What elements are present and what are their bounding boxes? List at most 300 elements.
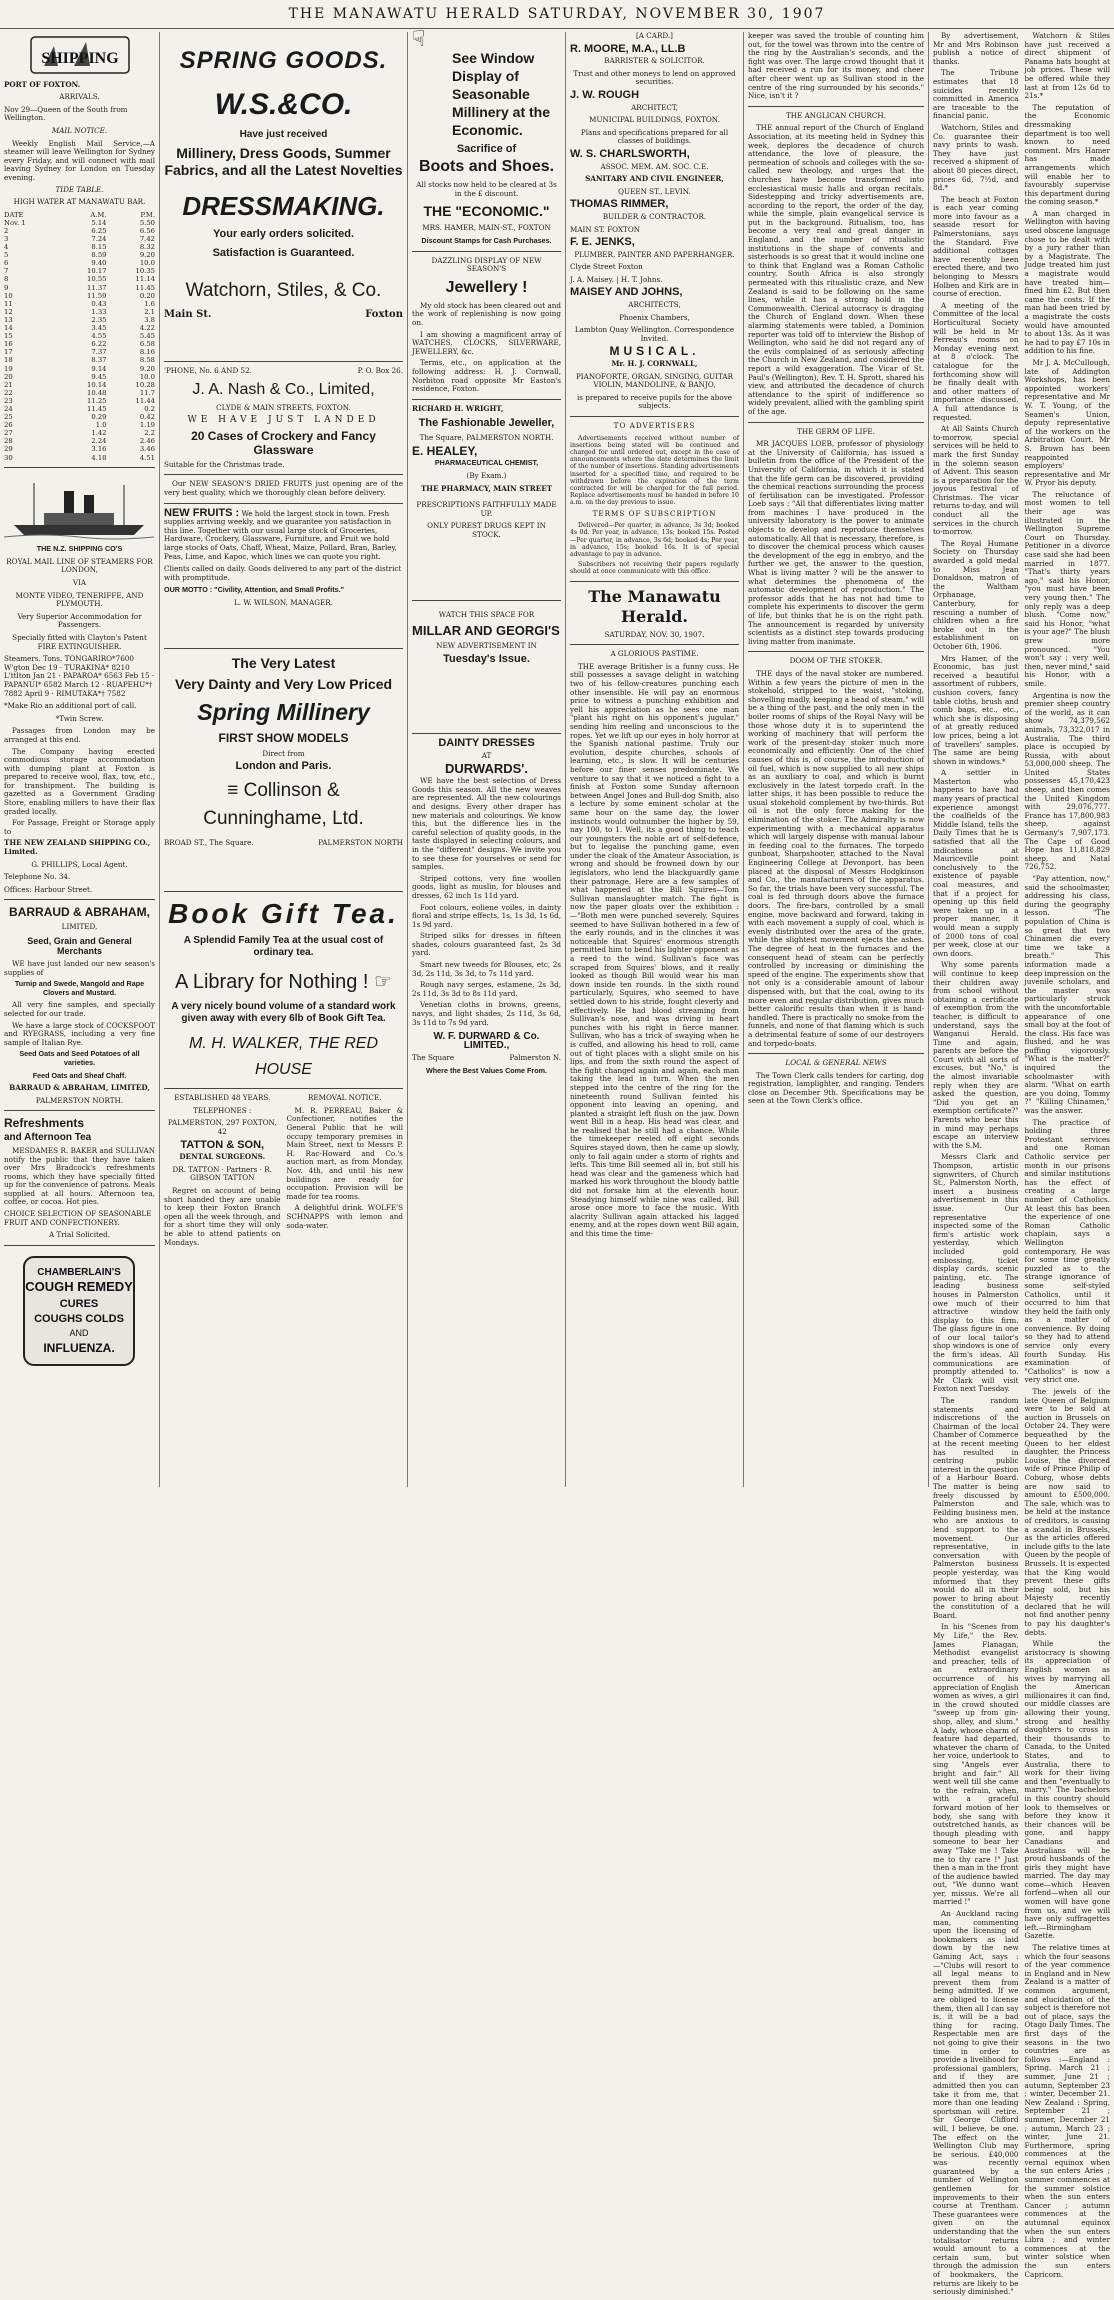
settler-note: A settler in Masterton who happens to have had many years of practical experience amongst the coalfields of the Middle Island, tells the Daily Times that he is satisfied that all the indications at Mauriceville point conclusively to the existence of payable coal measures, and that if a project for opening up this field were taken up in a proper manner, it would mean a supply of 2000 tons of coal per week, close at our own doors. bbox=[933, 768, 1019, 958]
durwards-heading: DURWARDS'. bbox=[444, 760, 529, 776]
seasons-note: The relative times at which the four seasons of the year commence in England and in New Zealand is a matter of common argument, and elucidation of the subject is therefore not out of place, says the Otago Daily Times. The first days of the seasons in the two countries are as follows :—England : Spring, March 21 ; summer, June 21 ; autumn, September 23 ; winter, December 21. New Zealand : Spring, September 21 ; summer, December 21 ; autumn, March 23 ; winter, June 21. Furthermore, spring commences at the vernal equinox when the sun enters Aries ; summer commences at the summer solstice when the sun enters Cancer ; autumn commences at the autumnal equinox when the sun enters Libra ; and winter commences at the winter solstice when the sun enters Capricorn. bbox=[1024, 1943, 1110, 2279]
watch-space: WATCH THIS SPACE FOR bbox=[438, 609, 535, 619]
jewellery-body-3: Terms, etc., on application at the following address: H. J. Cornwall, Norbiton road opposite Mr Easton's residence, Foxton. bbox=[412, 358, 561, 394]
tide-row bbox=[4, 348, 155, 356]
tide-row bbox=[4, 365, 155, 373]
durward-sign: W. F. DURWARD & Co. LIMITED., bbox=[433, 1031, 540, 1051]
nash-crockery: 20 Cases of Crockery and Fancy Glassware bbox=[191, 428, 376, 457]
tide-am: 2.35 bbox=[91, 315, 107, 324]
economic-reputation: The reputation of the Economic dressmaking department is too well known to need comment. Mrs Hamer has made arrangements which will enable her to favourably supervise this department during the coming season.* bbox=[1024, 102, 1110, 207]
nz-company-name: THE NEW ZEALAND SHIPPING CO., Limited. bbox=[4, 838, 151, 857]
barraud-feed: Feed Oats and Sheaf Chaff. bbox=[32, 1070, 127, 1080]
tide-date: 21 bbox=[4, 380, 13, 389]
nash-landed: WE HAVE JUST LANDED bbox=[187, 415, 380, 426]
nz-via: VIA bbox=[72, 578, 87, 587]
nash-phone: 'PHONE, No. 6 AND 52. bbox=[164, 366, 252, 375]
svg-text:CHAMBERLAIN'S: CHAMBERLAIN'S bbox=[37, 1266, 121, 1278]
argentina-note: Argentina is now the premier sheep country of the world, as it can show 74,379,562 animals, 73,322,017 in Australia. The third place is occupied by Russia, with about 53,000,000 sheep. The United States possesses 45,170,423 sheep, and then comes the United Kingdom with 29,076,777. France has 17,800,983 sheep, against Germany's 7,907,173. The Cape of Good Hope has 11,818,829 sheep, and Natal 726,752. bbox=[1024, 690, 1110, 872]
collinson-palmerston: PALMERSTON NORTH bbox=[318, 837, 403, 847]
tide-row bbox=[4, 292, 155, 300]
nash-clients: Clients called on daily. Goods delivered to any part of the district with promptitude. bbox=[164, 564, 402, 582]
durward-best-values: Where the Best Values Come From. bbox=[425, 1066, 548, 1075]
tide-am: 0.29 bbox=[91, 413, 107, 422]
barraud-seed: Seed, Grain and General Merchants bbox=[27, 936, 132, 956]
rough-sub: ARCHITECT, bbox=[631, 102, 678, 112]
tide-row bbox=[4, 219, 155, 227]
all-stock: All stocks now held to be cleared at 3s in the £ discount. bbox=[416, 180, 557, 198]
jenks-name: F. E. JENKS, bbox=[570, 236, 635, 249]
local-news-heading: LOCAL & GENERAL NEWS bbox=[785, 1058, 887, 1068]
school-note: Why some parents will continue to keep their children away from school without obtaining a certificate of exemption from the teacher, is difficult to understand, says the Wanganui Herald. Time and again, parents are before the Court with all sorts of excuses, but "No," is the almost invariable reply when they are asked the question, "Did you get an exemption certificate?" Parents who bear this in mind may perhaps escape an interview with the S.M. bbox=[933, 960, 1019, 1150]
protestant-note: The practice of holding three Protestant services and one Roman Catholic service per month in our prisons and similar institutions has the effect of creating a large number of Catholics. At least this has been the experience of one Roman Catholic chaplain, says a Wellington contemporary. He was for some time greatly puzzled as to the strange ignorance of some self-styled Catholics, until it occurred to him that they held the faith only as a matter of convenience. By doing so they had to attend service only every fourth Sunday. His examination of "Catholics" is now a very strict one. bbox=[1024, 1117, 1110, 1385]
tide-pm: 11.45 bbox=[135, 283, 155, 292]
panama-note: Watchorn & Stiles have just received a direct shipment of Panama hats bought at job prices. These will be offered while they last at from 12s 6d to 21s.* bbox=[1024, 31, 1110, 101]
tide-date: 9 bbox=[4, 283, 9, 292]
barraud-para-2: All very fine samples, and specially selected for our trade. bbox=[4, 1000, 155, 1018]
tide-pm: 7.42 bbox=[139, 235, 155, 243]
tide-row bbox=[4, 235, 155, 243]
shipping-logo-text: SHIPPING bbox=[40, 50, 119, 67]
tide-row bbox=[4, 267, 155, 275]
nz-shipping-title: THE N.Z. SHIPPING CO'S bbox=[36, 544, 123, 554]
tide-pm: 4.22 bbox=[139, 324, 155, 333]
mail-heading: MAIL NOTICE. bbox=[51, 125, 108, 135]
collinson-line-1: ≡ Collinson & bbox=[227, 779, 340, 801]
tide-row bbox=[4, 373, 155, 381]
tide-am: 4.55 bbox=[91, 332, 107, 341]
tide-am: 11.45 bbox=[87, 404, 107, 413]
tide-row bbox=[4, 259, 155, 267]
tide-date: 8 bbox=[4, 275, 9, 284]
arrivals-heading: ARRIVALS. bbox=[59, 92, 100, 102]
tide-pm: 11.7 bbox=[139, 388, 155, 397]
nz-shipping-sub: ROYAL MAIL LINE OF STEAMERS FOR LONDON, bbox=[6, 556, 153, 575]
tide-pm: 6.56 bbox=[139, 226, 155, 235]
tide-date: 13 bbox=[4, 315, 13, 324]
stoker-heading: DOOM OF THE STOKER. bbox=[789, 656, 883, 666]
boots-shoes-heading: Boots and Shoes. bbox=[418, 158, 555, 176]
tide-pm: 8.58 bbox=[139, 356, 155, 365]
tide-pm: 1.6 bbox=[144, 299, 155, 308]
tide-date: 24 bbox=[4, 404, 13, 413]
watchorn-prints: Watchorn, Stiles and Co. guarantee their navy prints to wash. They have just received a shipment of about 80 pieces direct, prices 6d, 7½d, and 8d.* bbox=[933, 122, 1019, 193]
nash-po-box: P. O. Box 26. bbox=[357, 366, 403, 375]
tide-pm: 9.20 bbox=[139, 251, 155, 260]
tide-date: 26 bbox=[4, 421, 13, 430]
cornwall-name: Mr. H. J. CORNWALL, bbox=[611, 359, 698, 369]
tide-am: 4.18 bbox=[91, 453, 107, 462]
tide-am: 10.48 bbox=[87, 388, 107, 397]
spring-millinery-heading: Spring Millinery bbox=[197, 698, 370, 725]
healey-name: E. HEALEY, bbox=[412, 443, 478, 458]
durward-body-6: Rough navy serges, estamene, 2s 3d, 2s 11d, 3s 3d to 8s 11d yard. bbox=[412, 980, 561, 998]
tide-subheading: HIGH WATER AT MANAWATU BAR. bbox=[13, 197, 146, 207]
walker-red-house: M. H. WALKER, THE RED HOUSE bbox=[188, 1035, 379, 1079]
orders-solicited: Your early orders solicited. bbox=[212, 228, 354, 240]
tide-pm: 10.0 bbox=[139, 372, 155, 381]
tide-am: 9.14 bbox=[91, 364, 107, 373]
durward-palmerston: Palmerston N. bbox=[509, 1053, 561, 1063]
tide-pm: 6.58 bbox=[139, 340, 155, 349]
column-1 bbox=[0, 32, 160, 1487]
nash-address: CLYDE & MAIN STREETS, FOXTON. bbox=[216, 402, 351, 412]
tide-date: 4 bbox=[4, 243, 9, 252]
moore-body: Trust and other moneys to lend on approved securities. bbox=[573, 68, 736, 87]
tide-am: 7.37 bbox=[91, 348, 107, 357]
tide-am: 5.14 bbox=[91, 218, 107, 227]
tide-pm: 10.28 bbox=[135, 380, 155, 389]
charged-note: A man charged in Wellington with having used obscene language chose to be dealt with by a jury rather than by a Magistrate. The Judge treated him just a magistrate would have treated him—fined him £2. But then came the costs. If the man had been tried by a magistrate the costs would have amounted to about 13s. As it was he had to pay £7 10s in addition to his fine. bbox=[1024, 208, 1110, 356]
tide-date: 15 bbox=[4, 332, 13, 341]
barraud-para-3: We have a large stock of COCKSFOOT and RYEGRASS, including a very fine sample of Italian Rye. bbox=[4, 1020, 155, 1047]
tide-date: 12 bbox=[4, 307, 13, 316]
tide-row bbox=[4, 381, 155, 389]
tide-date: 30 bbox=[4, 453, 13, 462]
tide-heading: TIDE TABLE. bbox=[55, 184, 104, 194]
dazzling-display: DAZZLING DISPLAY OF NEW SEASON'S bbox=[431, 255, 542, 274]
rough-body: Plans and specifications prepared for all classes of buildings. bbox=[580, 127, 729, 146]
hamer-notice: Mrs Hamer, of the Economic, has just received a beautiful assortment of rubbers, cushion covers, fancy table cloths, brush and comb bags, etc., etc., which she is disposing of at greatly reduced low prices, being a lot of travellers' samples. The same are being shown in windows.* bbox=[933, 653, 1019, 766]
satisfaction-guaranteed: Satisfaction is Guaranteed. bbox=[212, 247, 355, 259]
nash-motto: OUR MOTTO : "Civility, Attention, and Small Profits." bbox=[164, 585, 344, 595]
healey-prescriptions: PRESCRIPTIONS FAITHFULLY MADE UP. bbox=[416, 500, 557, 518]
tide-pm: 8.32 bbox=[139, 243, 155, 252]
nz-rio-note: *Make Rio an additional port of call. bbox=[4, 701, 137, 711]
tide-pm: 0.20 bbox=[139, 291, 155, 300]
tide-row bbox=[4, 316, 155, 324]
tide-am: 8.59 bbox=[91, 251, 107, 260]
germ-body: MR JACQUES LOEB, professor of physiology at the University of California, has issued a bulletin from the office of the President of the University of California, in which it is stated that the life germ can be discovered, providing the chemical reactions surrounding the process of fertilisation can be investigated. Professor Loeb says : "All that differentiates living matter from machines I have produced in the university laboratory is the power to animate objects to develop and reproduce themselves automatically. All that is necessary, therefore, is to discover the chemical process which causes the development of the egg in embryo, and the further we get, the answer to the question, What is living matter ? will be the answer to what determines the phenomena of the automatic development of reproduction." The professor adds that he has not had time to complete his experiments to discover the germ of life, but thinks that he is on the right path. The announcement is regarded by university scientists as a distinct step towards producing living matter from inanimate. bbox=[748, 439, 924, 646]
spring-goods-heading: SPRING GOODS. bbox=[179, 47, 388, 74]
tide-row bbox=[4, 413, 155, 421]
watchorn-main-st: Main St. bbox=[164, 309, 212, 320]
dainty-dresses: DAINTY DRESSES bbox=[438, 737, 535, 750]
tide-date: 16 bbox=[4, 340, 13, 349]
random-note: The random statements and indiscretions of the Chairman of the local Chamber of Commerce at the recent meeting has resulted in centring public interest in the question of a Harbour Board. The matter is being freely discussed by Palmerston and Feilding business men, who are anxious to lend support to the movement. Our representative, in conversation with Palmerston business people yesterday, was informed that they would do all in their power to bring about the constitution of a Board. bbox=[933, 1396, 1019, 1620]
economic-heading: THE "ECONOMIC." bbox=[423, 203, 550, 220]
tribune-note: The Tribune estimates that 18 suicides recently committed in America are traceable to the financial panic. bbox=[933, 68, 1019, 121]
pointing-hand-icon: ☞ bbox=[374, 971, 392, 994]
tide-am: 3.45 bbox=[91, 324, 107, 333]
jewels-note: The jewels of the late Queen of Belgium were to be sold at auction in Brussels on October 24. They were bequeathed by the Queen to her eldest daughter, the Princess Louise, the divorced wife of Prince Philip of Coburg, whose debts are now said to amount to £500,000. The sale, which was to be held at the instance of creditors, is causing a scandal in Brussels, as the articles offered include gifts to the late Queen by the people of Brussels. It is expected that the King would prevent these gifts being sold, but his Majesty recently declared that he will not find another penny to pay his daughter's debts. bbox=[1024, 1387, 1110, 1637]
tide-am: 8.37 bbox=[91, 356, 107, 365]
tide-head-am: A.M. bbox=[90, 210, 107, 219]
tatton-name: TATTON & SON, bbox=[180, 1138, 265, 1151]
wright-address: The Square, PALMERSTON NORTH. bbox=[419, 433, 554, 443]
rimmer-name: THOMAS RIMMER, bbox=[570, 198, 669, 211]
tide-row bbox=[4, 405, 155, 413]
jewellery-body-2: I am showing a magnificent array of WATCHES, CLOCKS, SILVERWARE, JEWELLERY, &c. bbox=[412, 329, 561, 356]
tide-row bbox=[4, 251, 155, 259]
durward-body-4: Striped silks for dresses in fifteen shades, colours guaranteed fast, 2s 3d yard. bbox=[412, 931, 561, 958]
very-dainty: Very Dainty and Very Low Priced bbox=[174, 675, 393, 692]
nz-agent: G. PHILLIPS, Local Agent. bbox=[31, 859, 128, 869]
tide-pm: 0.2 bbox=[144, 404, 155, 413]
rimmer-sub: BUILDER & CONTRACTOR. bbox=[602, 211, 707, 221]
refreshments-choice: CHOICE SELECTION OF SEASONABLE FRUIT AND CONFECTIONERY. bbox=[4, 1209, 152, 1227]
nash-manager: L. W. WILSON, MANAGER. bbox=[234, 597, 333, 607]
healey-pharmacy: THE PHARMACY, MAIN STREET bbox=[420, 483, 553, 493]
economic-discount: Discount Stamps for Cash Purchases. bbox=[421, 235, 552, 245]
svg-text:CURES: CURES bbox=[59, 1297, 99, 1310]
fight-conclusion: keeper was saved the trouble of counting him out, for the towel was thrown into the centre of the ring by the Australian's seconds, and the fight was over. The large crowd thought that it had received a run for its money, and cheer after cheer went up as Sullivan stood in the centre of the ring surrounded by his seconds." Nice, isn't it ? bbox=[748, 31, 924, 101]
beach-note: The beach at Foxton is each year coming more into favour as a seaside resort for Palmerstonians, says the Standard. Five additional cottages have recently been erected there, and two belonging to Messrs Holben and Kirk are in course of erection. bbox=[933, 194, 1019, 299]
moore-name: R. MOORE, M.A., LL.B bbox=[570, 42, 686, 55]
millar-georgi: MILLAR AND GEORGI'S bbox=[412, 623, 560, 639]
tatton-partners: DR. TATTON · Partners · R. GIBSON TATTON bbox=[172, 1164, 272, 1183]
tide-am: 11.59 bbox=[87, 291, 107, 300]
tide-date: 3 bbox=[4, 235, 9, 243]
tide-date: 27 bbox=[4, 429, 13, 438]
robinson-notice: By advertisement, Mr and Mrs Robinson publish a notice of thanks. bbox=[933, 31, 1019, 66]
tide-row bbox=[4, 227, 155, 235]
tide-am: 9.45 bbox=[91, 372, 107, 381]
barraud-list: Turnip and Swede, Mangold and Rape Clovers and Mustard. bbox=[14, 979, 145, 997]
tide-date: Nov. 1 bbox=[4, 218, 26, 227]
tatton-tel-nums: PALMERSTON, 297 FOXTON, 42 bbox=[167, 1118, 277, 1137]
charlsworth-sub: ASSOC. MEM. AM. SOC. C.E. bbox=[600, 161, 709, 171]
newspaper-title: THE MANAWATU HERALD SATURDAY, NOVEMBER 30, 1907 bbox=[288, 6, 826, 22]
tide-table bbox=[4, 211, 155, 462]
horticultural-note: A meeting of the Committee of the local Horticultural Society will be held in Mr Perreau's rooms on Monday evening next at 8 o'clock. The catalogue for the forthcoming show will be finally dealt with and other matters of importance discussed. A full attendance is requested. bbox=[933, 300, 1019, 422]
tide-am: 8.15 bbox=[91, 243, 107, 252]
durward-body-7: Venetian cloths in browns, greens, navys, and light shades, 2s 11d, 3s 6d, 3s 11d to 7s 9d yard. bbox=[412, 1000, 561, 1027]
direct-from: Direct from bbox=[262, 748, 305, 758]
subscribers-note: Subscribers not receiving their papers regularly should at once communicate with this office. bbox=[570, 561, 739, 576]
musical-heading: MUSICAL. bbox=[609, 344, 700, 359]
cornwall-sub: PIANOFORTE, ORGAN, SINGING, GUITAR VIOLIN, MANDOLINE, & BANJO, bbox=[575, 371, 734, 390]
tide-row bbox=[4, 397, 155, 405]
rough-sub-2: MUNICIPAL BUILDINGS, FOXTON. bbox=[589, 115, 720, 125]
port-heading: PORT OF FOXTON. bbox=[4, 79, 81, 89]
maisey-pre: J. A. Maisey. | H. T. Johns. bbox=[570, 274, 663, 284]
tide-date: 28 bbox=[4, 437, 13, 446]
moore-sub: BARRISTER & SOLICITOR. bbox=[604, 56, 705, 66]
nash-fruits: Our NEW SEASON'S DRIED FRUITS just opening are of the very best quality, which we thoroughly clean before delivery. bbox=[164, 479, 403, 497]
tide-head-date: DATE bbox=[4, 210, 24, 219]
glorious-body: THE average Britisher is a funny cuss. He still possesses a savage delight in watching two of his fellow-creatures punching each other insensible. He will pay an enormous price to witness a punching exhibition and yell his appreciation as he sees one man "plant his right on his opponent's jugular," sending him reeling and unconscious to the ropes. Yet we lift up our eyes in holy horror at the Spanish national pastime. Truly our evolution, despite churches, schools of learning, etc., is slow. It will be centuries before our finer senses predominate. We venture to say that it we noticed a fight to a finish at Foxton some Sunday afternoon between Angel Jones and Bull-dog Smith, also a lecture by some eminent scholar at the same hour on the same day, the lower instincts would outnumber the higher by 59, nay 100, to 1. Well, its a good thing to teach our youngsters the noble art of self-defence, but to legalise the punching game, even under the cloak of the Amateur Association, is wrong and should be frowned down by our legislators, who lend the blackguardly game their patronage. Here are a few samples of what happened at the Bill Squires—Tom Sullivan manslaughter match. The fight is now the paper gloats over the exhibition :—"Both men were punched severely. Squires seemed to have Sullivan bothered in a few of the early rounds, and in the clinches it was noticeable that Squires' enormous strength permitted him to bend his lighter opponent as a reed to the wind. Sullivan's face was scraped from Squires' blows, and it really looked as though Bill would wear his man down inside ten rounds. In the sixth round particularly, Squires, who seemed to have settled down to his stride, fought cleverly and effectively. He had blood streaming from Sullivan's nose, and was driving in heart punches with his right in fierce manner. Sullivan, who has a trick of swaying when he is cuffed, and allowing his head to roll, came out of tight places with a slight smile on his lips, and from the sixth round the aspect of the fight changed again and again, each man taking the lead in turn. When the men stepped into the centre of the ring for the nineteenth round Sullivan feinted his opponent into leaving an opening, and planted a straight left flush on the jaw. Down went Bill in a heap. His head was clear, and he realised that he still had a chance. While the timekeeper reeled off eight seconds Squires stayed down, then he came up slowly, only to fall again under a storm of rights and lefts. This time Bill seemed all in, but still his head was clear and the gameness which had marked his work throughout the bloody battle did not forsake him at the eleventh hour. Steadying himself while nine was called, Bill arose once more to face the music. With alacrity Sullivan again attacked his lagged enemy, and at the ropes down went Bill again, and this time the time- bbox=[570, 661, 739, 1239]
new-fruits-heading: NEW FRUITS : bbox=[164, 506, 240, 519]
tide-row bbox=[4, 445, 155, 453]
charlsworth-name: W. S. CHARLSWORTH, bbox=[570, 147, 690, 160]
tide-am: 9.40 bbox=[91, 259, 107, 268]
tide-pm: 10.35 bbox=[135, 267, 155, 276]
tide-pm: 3.46 bbox=[139, 445, 155, 454]
tide-date: 23 bbox=[4, 396, 13, 405]
wright-fashionable: The Fashionable Jeweller, bbox=[418, 417, 555, 430]
tide-pm: 0.42 bbox=[139, 413, 155, 422]
svg-text:INFLUENZA.: INFLUENZA. bbox=[43, 1340, 115, 1355]
tide-date: 25 bbox=[4, 413, 13, 422]
maisey-name: MAISEY AND JOHNS, bbox=[570, 286, 683, 299]
tide-date: 6 bbox=[4, 259, 9, 268]
tatton-advert bbox=[164, 1094, 281, 1250]
removal-advert bbox=[287, 1094, 404, 1250]
tide-am: 0.43 bbox=[91, 299, 107, 308]
removal-heading: REMOVAL NOTICE. bbox=[307, 1093, 382, 1103]
barraud-para-1: WE have just landed our new season's supplies of bbox=[4, 959, 155, 977]
local-news-body: The Town Clerk calls tenders for carting, dog registration, lamplighter, and ranging. Tenders close on December 9th. Specifications may be seen at the Town Clerk's office. bbox=[748, 1070, 924, 1106]
barraud-title: BARRAUD & ABRAHAM, bbox=[9, 905, 150, 920]
tide-pm: 11.14 bbox=[135, 275, 155, 284]
charlsworth-sub-3: QUEEN ST., LEVIN. bbox=[618, 186, 691, 196]
reluctance-note: The reluctance of most women to tell their age was illustrated in the Wellington Supreme Court on Thursday. Petitioner in a divorce case said she had been married in 1877. "That's thirty years ago," said his Honor, "you must have been very young then." The only reply was a deep blush. "Come now," said his Honor, "what is your age?" The blush grew more pronounced. "You won't say ; very well, then, never mind," said his Honor, with a smile. bbox=[1024, 489, 1110, 688]
tide-am: 10.17 bbox=[87, 267, 107, 276]
nz-accommodation: Very Superior Accommodation for Passengers. bbox=[17, 611, 142, 630]
rough-name: J. W. ROUGH bbox=[570, 88, 640, 101]
stoker-body: THE days of the naval stoker are numbered. Within a few years the picture of men in the stokehold, stripped to the waist, "stoking, shovelling madly, keeping a head of steam," will be a thing of the past, and the only men in the boiler rooms of ships of the Royal Navy will be those whose duty it is to superintend the working of machinery that will perform the work of the present-day stoker much more economically and efficiently. One of the chief causes of this is, of course, the introduction of oil fuel, which is now supplied to all new ships as an auxiliary to coal, and which is burnt exclusively in the latest torpedo craft. In the latter ships, it has been possible to reduce the usual stokehold complement by two-thirds. But oil is not the only force making for the elimination of the stoker. The Admiralty is now experimenting with a mechanical apparatus which will largely dispense with manual labour in feeding coal to the furnaces. The torpedo gunboat, Sharpshooter, attached to the Naval Engineering College at Devonport, has been placed at the disposal of Messrs Hodgkinson and Co., the manufacturers of the apparatus. So far, the trials have been very successful. The coal is fed through doors above the furnace doors. The fire-bars, controlled by a small engine, move backward and forward, taking in with each movement a supply of coal, which is evenly distributed over the area of the grate, while the slightest movement ejects the ashes. The degree of heat in the furnaces and the consequent head of steam can be perfectly controlled by increasing or diminishing the speed of the engine. The experiments show that not only is a considerable amount of labour dispensed with, but that the coal, owing to its more even and regular distribution, gives much better calorific results than when it is hand-handled. There is practically no smoke from the funnels, and none of that flaming which is such a detrimental feature of some of our destroyers and torpedo-boats. bbox=[748, 668, 924, 1048]
tide-row bbox=[4, 308, 155, 316]
moore-card: [A CARD.] bbox=[636, 31, 673, 40]
tide-date: 11 bbox=[4, 299, 13, 308]
tide-row bbox=[4, 429, 155, 437]
book-gift-tea-heading: Book Gift Tea. bbox=[168, 898, 399, 930]
rimmer-address: MAIN ST. FOXTON bbox=[570, 224, 641, 234]
nash-title: J. A. Nash & Co., Limited, bbox=[192, 380, 375, 398]
refreshments-trial: A Trial Solicited. bbox=[48, 1230, 111, 1240]
tide-pm: 2.2 bbox=[144, 429, 155, 438]
bound-volume: A very nicely bound volume of a standard work given away with every 6lb of Book Gift Tea. bbox=[171, 1001, 396, 1025]
tide-am: 11.25 bbox=[87, 396, 107, 405]
tide-row bbox=[4, 356, 155, 364]
maisey-sub: ARCHITECTS, bbox=[628, 300, 681, 310]
tide-date: 22 bbox=[4, 388, 13, 397]
tide-head-pm: P.M. bbox=[140, 210, 155, 219]
library-heading: A Library for Nothing ! ☞ bbox=[175, 971, 392, 994]
durward-body-5: Smart new tweeds for Blouses, etc, 2s 3d, 2s 11d, 3s 3d, to 7s 11d yard. bbox=[412, 960, 561, 978]
tide-date: 17 bbox=[4, 348, 13, 357]
wolfe-text: A delightful drink. WOLFE'S SCHNAPPS with lemon and soda-water. bbox=[286, 1203, 403, 1230]
tide-am: 7.24 bbox=[91, 235, 107, 243]
all-saints-note: At All Saints Church to-morrow, special services will be held to mark the first Sunday in the solemn season of Advent. This season is a preparation for the joyous festival of Christmas. The vicar returns to-day, and will conduct all the services in the church to-morrow. bbox=[933, 424, 1019, 537]
refreshments-title: Refreshments bbox=[4, 1116, 85, 1131]
barraud-ltd: LIMITED, bbox=[61, 922, 98, 932]
tide-pm: 10.0 bbox=[139, 259, 155, 268]
paper-title: The Manawatu Herald. bbox=[588, 586, 721, 626]
tuesday-issue: Tuesday's Issue. bbox=[443, 652, 530, 665]
terms-body: Delivered—Per quarter, in advance, 3s 3d; booked 4s 0d. Per year, in advance, 13s; booked 15s. Posted—Per quarter, in advance, 3s 6d; booked 4s; Per year, in advance, 15s; booked 16s. It is of special advantage to pay in advance. bbox=[570, 522, 739, 559]
nz-freight: For Passage, Freight or Storage apply to bbox=[4, 818, 155, 836]
tide-date: 2 bbox=[4, 226, 9, 235]
healey-pharmaceutical: PHARMACEUTICAL CHEMIST, bbox=[434, 458, 539, 468]
dressmaking-heading: DRESSMAKING. bbox=[182, 191, 385, 221]
tide-row bbox=[4, 454, 155, 462]
tide-pm: 9.20 bbox=[139, 364, 155, 373]
durward-body-1: WE have the best selection of Dress Goods this season. All the new weaves are represented. All the new colourings and designs. Every other draper has new materials and colourings. We know this, but the difference lies in the careful selection of quality goods, in the taste displayed in selecting colours, and in the "different" designs. We invite you to see these for yourselves or send for samples. bbox=[412, 776, 561, 872]
tide-date: 5 bbox=[4, 251, 9, 260]
nash-xmas: Suitable for the Christmas trade. bbox=[164, 459, 285, 469]
healey-exam: (By Exam.) bbox=[466, 471, 507, 481]
column-6 bbox=[929, 31, 1114, 2297]
svg-text:COUGH REMEDY: COUGH REMEDY bbox=[25, 1278, 133, 1294]
tide-date: 14 bbox=[4, 324, 13, 333]
anglican-body: THE annual report of the Church of England Association, at its meeting held in Sydney this week, deplores the decadence of church attendance, the love of pleasure, the permeation of schools and colleges with the so-called new theology, and urges that the churches have become transformed into ecclesiastical music halls and organ recitals. Sidestepping and tricky advertisements are, according to the report, the order of the day, while the simple, plain evangelical service is put in the background. Ritualism, too, has become a very real and great danger in England, and the number of ritualistic institutions in the shape of convents and sisterhoods is so great that it would incline one to think that England was a Roman Catholic country. South Africa is also strongly permeated with this ritualistic craze, and New Zealand is said to be following on the same lines, while it has a strong hold in the Commonwealth. Clerical autocracy is dragging the Church of England down. When these alarming statements were tabled, a Dominion reporter was told off to interview the Bishop of Wellington, who said he did not regard any of the evils complained of as seriously affecting the Church in New Zealand, and considered the report a wild exaggeration. The Vicar of St. Paul's (Wellington), Rev. T. H. Sprott, shared his view, and attributed the decadence of church attendance to the spirit of indifference so widely prevalent, allied with the gambling spirit of the age. bbox=[748, 123, 924, 416]
collinson-broad-st: BROAD ST., The Square. bbox=[164, 837, 254, 847]
tide-am: 10.14 bbox=[87, 380, 107, 389]
svg-text:AND: AND bbox=[69, 1327, 89, 1338]
jewellery-heading: Jewellery ! bbox=[445, 278, 528, 296]
ws-co-heading: W.S.&CO. bbox=[214, 88, 353, 121]
tide-row bbox=[4, 340, 155, 348]
shipping-logo-icon bbox=[30, 36, 130, 74]
tide-row bbox=[4, 332, 155, 340]
tide-row bbox=[4, 421, 155, 429]
barraud-sign: BARRAUD & ABRAHAM, LIMITED, bbox=[9, 1083, 150, 1093]
tide-am: 2.24 bbox=[91, 437, 107, 446]
tide-row bbox=[4, 437, 155, 445]
cornwall-body: is prepared to receive pupils for the above subjects. bbox=[576, 392, 733, 411]
tide-am: 10.55 bbox=[87, 275, 107, 284]
germ-heading: THE GERM OF LIFE. bbox=[797, 426, 875, 436]
splendid-tea: A Splendid Family Tea at the usual cost of ordinary tea. bbox=[183, 935, 384, 959]
flanagan-note: In his "Scenes from My Life," the Rev. James Flanagan, Methodist evangelist and preacher, tells of an extraordinary occurrence of his appreciation of English women as wives, a girl in the crowd shouted "sweep up from gin-shop, alley, and slum." A lady, whose charm of feature had departed, whatever the charm of her voice, undertook to sing "Angels ever bright and fair." All went well till she came to the refrain, when, with a graceful forward motion of her body, she sang with outstretched hands, as though pleading with someone to bear her away "Take me ! Take me to thy care !" Just then a man in the front of the audience bawled out, "We dunno want yer, missus. We're all married !" bbox=[933, 1622, 1019, 1907]
humane-note: The Royal Humane Society on Thursday awarded a gold medal to Miss Jean Donaldson, matron of the Waltham Orphanage, Canterbury, for rescuing a number of children when a fire broke out in the establishment on October 6th, 1906. bbox=[933, 538, 1019, 651]
mail-text: Weekly English Mail Service,—A steamer will leave Wellington for Sydney every Friday, and will connect with mail leaving Sydney for London on Tuesday evening. bbox=[4, 138, 155, 182]
tide-date: 10 bbox=[4, 291, 13, 300]
sacrifice-of: Sacrifice of bbox=[456, 142, 517, 155]
advertisers-heading: TO ADVERTISERS bbox=[613, 421, 696, 430]
tide-date: 18 bbox=[4, 356, 13, 365]
tide-date: 7 bbox=[4, 267, 9, 276]
healey-purest: ONLY PUREST DRUGS KEPT IN STOCK. bbox=[427, 521, 546, 540]
nz-telephone: Telephone No. 34. bbox=[4, 872, 71, 882]
removal-text: M. R. PERREAU, Baker & Confectioner, notifies the General Public that he will occupy temporary premises in Main Street, next to Messrs P. H. Rac-Howard and Co.'s auction mart, as from Monday, Nov. 4th, and until his new buildings are ready for occupation. Provision will be made for tea rooms. bbox=[286, 1105, 403, 1201]
glorious-heading: A GLORIOUS PASTIME. bbox=[610, 649, 699, 659]
barraud-oats: Seed Oats and Seed Potatoes of all varieties. bbox=[19, 1049, 140, 1067]
london-paris: London and Paris. bbox=[235, 760, 332, 773]
mcculloch-note: Mr J. A. McCullough, late of Addington Workshops, has been appointed workers' representative and Mr W. T. Young, of the Seamen's Union, deputy representative of the workers on the Arbitration Court. Mr S. Brown has been reappointed employers' representative and Mr W. Pryor his deputy. bbox=[1024, 357, 1110, 488]
aristocracy-note: While the aristocracy is showing its appreciation of English women as wives by marrying all the American millionaires it can find, our middle classes are allowing their young, strong and healthy daughters to cross in their thousands to Canada, to the United States, and to Australia, there to work for their living and then "eventually to marry." The bachelors in this country should look to themselves or before they know it their chances will be gone, and happy Canadians and Australians will be proud husbands of the girls they might have married. The day may come—which Heaven forfend—when all our women will have gone from us, and we will have only suffragettes left.—Birmingham Gazette. bbox=[1024, 1639, 1110, 1941]
tide-am: 1.33 bbox=[91, 307, 107, 316]
tide-row bbox=[4, 389, 155, 397]
tide-pm: 3.8 bbox=[144, 315, 155, 324]
tide-pm: 2.46 bbox=[139, 437, 155, 446]
tide-am: 6.25 bbox=[91, 226, 107, 235]
nz-steamers-list: Steamers. Tons. TONGARIRO*7600 W'gton Dec 19 · TURAKINA* 8210 L'ttlton Jan 21 · PAPAROA* 6563 Feb 15 · PAPANUI* 6582 March 12 · RUAPEHU*† 7882 April 9 · RIMUTAKA*† 7582 bbox=[4, 654, 155, 698]
advertisers-body: Advertisements received without number of insertions being stated will be continued and charged for until ordered out, except in the case of announcements where the date determines the limit of the number of insertions. Standing advertisements inserted for a specified time, and required to be withdrawn before the expiration of the term contracted for will be charged for the full period. Replace advertisements must be handed in before 10 a.m. on the day previous to issue. bbox=[570, 434, 739, 507]
tatton-dental: DENTAL SURGEONS. bbox=[179, 1152, 266, 1162]
tide-pm: 8.16 bbox=[139, 348, 155, 357]
tide-row bbox=[4, 243, 155, 251]
column-5 bbox=[744, 32, 929, 1487]
tide-date: 19 bbox=[4, 364, 13, 373]
tide-pm: 5.50 bbox=[139, 218, 155, 227]
tatton-established: ESTABLISHED 48 YEARS. bbox=[174, 1093, 271, 1103]
refreshments-sub: and Afternoon Tea bbox=[4, 1132, 92, 1144]
column-3 bbox=[408, 27, 566, 1487]
nz-route: MONTE VIDEO, TENERIFFE, AND PLYMOUTH. bbox=[15, 590, 144, 609]
jewellery-body-1: My old stock has been cleared out and the work of replenishing is now going on. bbox=[412, 300, 561, 327]
wright-name: RICHARD H. WRIGHT, bbox=[412, 403, 504, 413]
masthead bbox=[0, 0, 1114, 29]
tide-date: 29 bbox=[4, 445, 13, 454]
tide-am: 11.37 bbox=[87, 283, 107, 292]
refreshments-body: MESDAMES R. BAKER and SULLIVAN notify the public that they have taken over Mrs Bradcock's refreshments rooms, which they have specially fitted up for the convenience of patrons. Meals supplied at all hours. Afternoon tea, coffee, or cocoa. Hot pies. bbox=[4, 1145, 155, 1207]
cough-remedy-bottle-icon bbox=[4, 1251, 154, 1371]
pay-attention-note: "Pay attention, now," said the schoolmaster, addressing his class, during the geography lesson. "The population of China is so great that two Chinamen die every time we take a breath." This information made a deep impression on the juvenile scholars, and the master was particularly struck with the uncomfortable appearance of one small boy at the foot of the class. His face was flushed, and he was puffing vigorously. "What is the matter?" inquired the schoolmaster with alarm. "What on earth are you doing, Tommy ?" "Killing Chinamen," was the answer. bbox=[1024, 874, 1110, 1116]
tide-row bbox=[4, 275, 155, 283]
tide-date: 20 bbox=[4, 372, 13, 381]
just-received: Have just received bbox=[239, 129, 328, 140]
tide-am: 6.22 bbox=[91, 340, 107, 349]
arrivals-text: Nov 29—Queen of the South from Wellington. bbox=[4, 104, 128, 123]
terms-heading: TERMS OF SUBSCRIPTION bbox=[592, 508, 717, 518]
new-fruits-text: We hold the largest stock in town. Fresh supplies arriving weekly, and we guarantee you satisfaction in this line. Together with our usual large stock of Groceries, Hardware, Crockery, Glassware, Furniture, and Fruit we hold large stocks of Oats, Chaff, Wheat, Maize, Pollard, Bran, Barley, Peas, Lime, and Kapoc, which lines we can quote you right. bbox=[164, 508, 397, 561]
dainty-at: AT bbox=[481, 751, 492, 760]
charlsworth-sub-2: SANITARY AND CIVIL ENGINEER, bbox=[585, 174, 724, 184]
tide-am: 3.16 bbox=[91, 445, 107, 454]
watchorn-foxton: Foxton bbox=[365, 309, 403, 320]
